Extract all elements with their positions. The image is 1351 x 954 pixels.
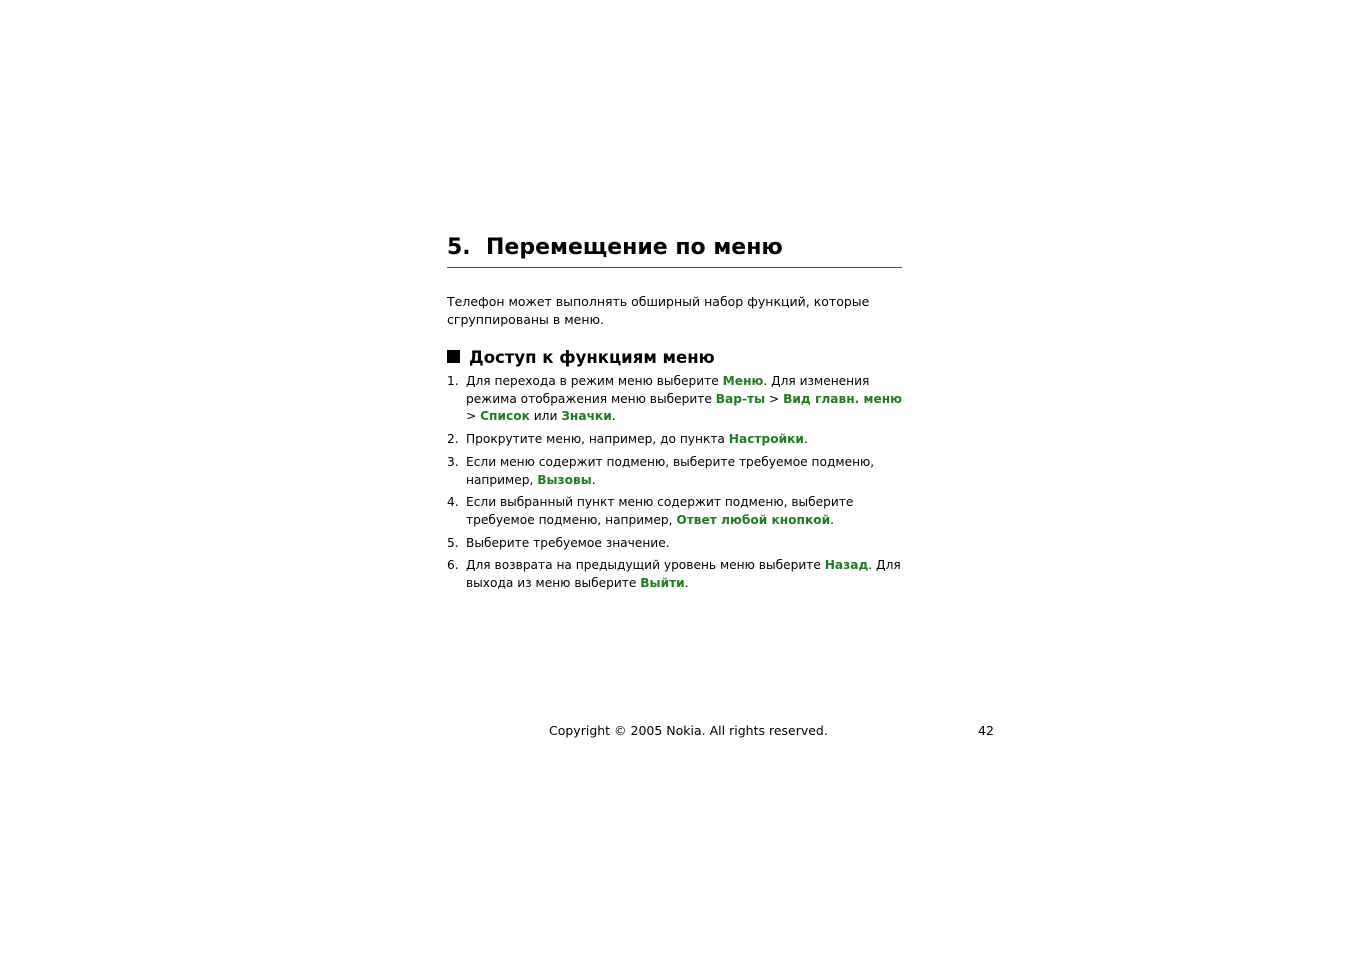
step-text: > xyxy=(765,391,784,406)
steps-list xyxy=(447,373,905,598)
menu-term: Меню xyxy=(722,374,764,388)
step-text: > xyxy=(466,409,481,424)
section-title xyxy=(447,347,902,369)
menu-term: Назад xyxy=(824,558,869,573)
menu-term: Настройки xyxy=(728,432,804,447)
step-text: . Для выхода из меню выберите xyxy=(466,558,901,591)
list-item xyxy=(447,494,905,529)
step-number: 4. xyxy=(447,495,459,510)
intro-paragraph: Телефон может выполнять обширный набор функций, которые сгруппированы в меню. xyxy=(447,294,870,327)
step-text: или xyxy=(529,409,562,424)
square-bullet-icon xyxy=(447,350,460,363)
list-item xyxy=(447,373,905,426)
step-text: Если выбранный пункт меню содержит подменю, выберите требуемое подменю, например, xyxy=(466,495,854,527)
menu-term: Ответ любой кнопкой xyxy=(676,512,831,527)
menu-term: Вызовы xyxy=(537,472,592,487)
list-item xyxy=(447,431,905,449)
step-text: . Для изменения режима отображения меню выберите xyxy=(466,374,870,406)
step-text: . xyxy=(591,472,596,487)
step-text: . xyxy=(611,409,616,424)
menu-term: Вар-ты xyxy=(715,391,766,406)
list-item xyxy=(447,535,905,553)
step-number: 3. xyxy=(447,454,459,469)
chapter-number: 5. xyxy=(447,235,471,260)
step-number: 2. xyxy=(447,432,459,447)
menu-term: Выйти xyxy=(640,576,685,591)
step-text: Для возврата на предыдущий уровень меню выберите xyxy=(466,558,825,573)
section-title-text: Доступ к функциям меню xyxy=(469,348,715,367)
step-text: . xyxy=(830,512,835,527)
list-item xyxy=(447,454,905,489)
step-text: Для перехода в режим меню выберите xyxy=(466,374,723,388)
copyright-footer: Copyright © 2005 Nokia. All rights reserved. xyxy=(549,723,828,738)
step-number: 5. xyxy=(447,535,459,550)
menu-term: Вид главн. меню xyxy=(783,391,903,406)
step-number: 6. xyxy=(447,558,459,573)
menu-term: Список xyxy=(480,409,530,424)
list-item xyxy=(447,557,905,592)
chapter-title-text: Перемещение по меню xyxy=(486,235,783,260)
chapter-title xyxy=(447,233,902,268)
step-text: . xyxy=(803,432,808,447)
step-number: 1. xyxy=(447,374,459,388)
page-number: 42 xyxy=(978,723,994,738)
step-text: Выберите требуемое значение. xyxy=(466,535,670,550)
menu-term: Значки xyxy=(561,409,612,424)
step-text: Прокрутите меню, например, до пункта xyxy=(466,432,729,447)
step-text: . xyxy=(684,576,689,591)
step-text: Если меню содержит подменю, выберите требуемое подменю, например, xyxy=(466,454,875,487)
